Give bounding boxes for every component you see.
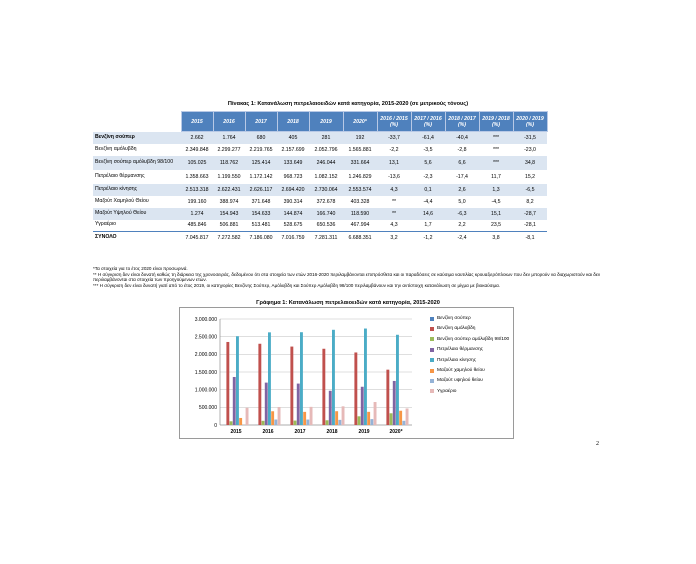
table-cell: -61,4 [411, 132, 445, 144]
table-row [93, 232, 547, 244]
legend-label: Πετρέλαιο θέρμανσης [437, 347, 483, 353]
table-cell: 1.274 [181, 208, 213, 220]
table-row [93, 220, 547, 232]
table-cell: 2.513.318 [181, 184, 213, 196]
legend-swatch [430, 337, 434, 341]
table-cell: 2.730.064 [309, 184, 343, 196]
legend-item [430, 316, 510, 321]
table-cell: 6,6 [445, 156, 479, 170]
x-tick-label: 2017 [294, 429, 306, 435]
table-cell: 2,2 [445, 220, 479, 232]
note-comparison-2: *** Η σύγκριση δεν είναι δυνατή γιατί από το έτος 2019, οι κατηγορίες Βενζίνης Σούπερ, Αμόλυβδη και Σούπερ Αμόλυβδη 98/100 περιλαμβάνουν και την αντίστοιχη κατανάλωση σε μίγμα με βιοκαύσιμα. [93, 282, 501, 288]
bar [303, 412, 306, 425]
legend-item [430, 337, 510, 342]
table-row [93, 144, 547, 156]
table-cell: 2.157.699 [277, 144, 309, 156]
note-comparison-1: ** Η σύγκριση δεν είναι δυνατή καθώς τη διάρκεια της χρονοσειράς, δεδομένου ότι στα στοιχεία των ετών 2016-2020 περιλαμβάνονται επιπρόσθετα και οι παραδόσεις σε καύσιμα ναυτιλίας κρουαζιερόπλοιων που δεν μπορούν να διαχωριστούν και δεν περιλαμβάνονται στα στοιχεία των προηγούμενων ετών. [93, 271, 601, 283]
legend-item [430, 326, 510, 331]
table-cell: 680 [245, 132, 277, 144]
chart-container [179, 307, 514, 439]
header-cell: 2020 / 2019 (%) [513, 112, 547, 132]
table-cell: 192 [343, 132, 377, 144]
y-tick-label: 1.000.000 [194, 387, 217, 394]
table-cell: 15,1 [479, 208, 513, 220]
bar [322, 349, 325, 425]
table-cell: 1,3 [479, 184, 513, 196]
legend-item [430, 358, 510, 363]
bar [399, 411, 402, 425]
bar [364, 329, 367, 425]
bar [329, 391, 332, 425]
header-cell: 2019 / 2018 (%) [479, 112, 513, 132]
table-cell: *** [479, 144, 513, 156]
y-tick-label: 500.000 [198, 405, 217, 412]
table-cell: 390.314 [277, 196, 309, 208]
table-cell: 2.622.431 [213, 184, 245, 196]
table-cell: 7.186.080 [245, 232, 277, 244]
table-cell: -6,5 [513, 184, 547, 196]
table-cell: 1.764 [213, 132, 245, 144]
y-tick-label: 3.000.000 [194, 316, 217, 323]
table-cell: 154.943 [213, 208, 245, 220]
table-cell: 154.633 [245, 208, 277, 220]
table-cell: 11,7 [479, 170, 513, 184]
bar [396, 335, 399, 425]
header-cell: 2017 [245, 112, 277, 132]
table-cell: -28,1 [513, 220, 547, 232]
table-header-row [93, 112, 547, 132]
x-tick-label: 2019 [358, 429, 370, 435]
bar [290, 347, 293, 425]
consumption-table [93, 111, 548, 244]
bar [239, 418, 242, 425]
table-cell: 199.160 [181, 196, 213, 208]
row-label: Πετρέλαιο κίνησης [93, 184, 181, 196]
bar [390, 413, 393, 425]
table-cell: 1.246.829 [343, 170, 377, 184]
bar [354, 352, 357, 425]
table-cell: -28,7 [513, 208, 547, 220]
legend-item [430, 389, 510, 394]
bar [258, 344, 261, 425]
bar [233, 377, 236, 425]
table-cell: 7.272.582 [213, 232, 245, 244]
legend-swatch [430, 327, 434, 331]
header-cell: 2016 [213, 112, 245, 132]
table-row [93, 156, 547, 170]
bar [374, 402, 377, 425]
table-cell: 166.740 [309, 208, 343, 220]
table-cell: -40,4 [445, 132, 479, 144]
table-cell: 1.358.663 [181, 170, 213, 184]
table-cell: 246.044 [309, 156, 343, 170]
legend-item [430, 378, 510, 383]
table-cell: -1,2 [411, 232, 445, 244]
row-label: Πετρέλαιο θέρμανσης [93, 170, 181, 184]
bar [335, 411, 338, 425]
table-cell: 331.664 [343, 156, 377, 170]
table-cell: 405 [277, 132, 309, 144]
table-cell: 372.678 [309, 196, 343, 208]
bar [294, 421, 297, 425]
chart-title: Γράφημα 1: Κατανάλωση πετρελαιοειδών κατά κατηγορία, 2015-2020 [256, 300, 440, 306]
bar [361, 387, 364, 425]
x-tick-label: 2016 [262, 429, 274, 435]
table-cell: 7.045.817 [181, 232, 213, 244]
table-cell: -4,4 [411, 196, 445, 208]
table-cell: 403.328 [343, 196, 377, 208]
table-cell: 5,6 [411, 156, 445, 170]
table-title: Πίνακας 1: Κατανάλωση πετρελαιοειδών κατά κατηγορία, 2015-2020 (σε μετρικούς τόνους) [227, 101, 469, 107]
table-row [93, 196, 547, 208]
table-cell: -2,8 [445, 144, 479, 156]
bar [358, 416, 361, 425]
table-cell: 7.281.311 [309, 232, 343, 244]
bar [393, 381, 396, 425]
table-cell: 5,0 [445, 196, 479, 208]
table-cell: -4,5 [479, 196, 513, 208]
table-cell: 513.481 [245, 220, 277, 232]
bar [306, 420, 309, 425]
legend-label: Μαζούτ υψηλού θείου [437, 378, 483, 384]
bar [262, 421, 265, 425]
legend-swatch [430, 358, 434, 362]
bar [271, 411, 274, 425]
bar [310, 407, 313, 425]
table-cell: -2,4 [445, 232, 479, 244]
bar [338, 420, 341, 425]
y-tick-label: 0 [214, 422, 217, 429]
row-label: Μαζούτ Υψηλού Θείου [93, 208, 181, 220]
table-cell: 388.974 [213, 196, 245, 208]
x-tick-label: 2020* [389, 429, 403, 435]
table-cell: ** [377, 208, 411, 220]
table-cell: 1.199.550 [213, 170, 245, 184]
table-notes [93, 266, 613, 288]
table-cell: 2.219.765 [245, 144, 277, 156]
table-cell: 528.675 [277, 220, 309, 232]
y-tick-label: 1.500.000 [194, 369, 217, 376]
header-cell: 2019 [309, 112, 343, 132]
header-cell: 2015 [181, 112, 213, 132]
table-cell: 1.172.142 [245, 170, 277, 184]
bar [226, 342, 229, 425]
y-tick-label: 2.000.000 [194, 352, 217, 359]
bar [297, 384, 300, 425]
table-cell: 2.553.574 [343, 184, 377, 196]
table-cell: -23,0 [513, 144, 547, 156]
table-cell: 3,2 [377, 232, 411, 244]
table-cell: 133.649 [277, 156, 309, 170]
table-cell: 2.694.420 [277, 184, 309, 196]
bar [342, 406, 345, 425]
x-tick-label: 2018 [326, 429, 338, 435]
table-cell: -33,7 [377, 132, 411, 144]
table-cell: *** [479, 156, 513, 170]
row-label: Βενζίνη σούπερ [93, 132, 181, 144]
legend-swatch [430, 389, 434, 393]
table-cell: 13,1 [377, 156, 411, 170]
bar [236, 336, 239, 425]
table-cell: 1.565.881 [343, 144, 377, 156]
table-cell: 3,8 [479, 232, 513, 244]
table-cell: 4,3 [377, 220, 411, 232]
table-cell: 0,1 [411, 184, 445, 196]
table-cell: -17,4 [445, 170, 479, 184]
page-number: 2 [596, 441, 599, 447]
bar [367, 412, 370, 425]
bar [326, 420, 329, 425]
header-cell: 2016 / 2015 (%) [377, 112, 411, 132]
note-provisional: *Τα στοιχεία για το έτος 2020 είναι προσωρινά. [93, 266, 188, 271]
table-cell: *** [479, 132, 513, 144]
table-cell: 8,2 [513, 196, 547, 208]
table-cell: 968.723 [277, 170, 309, 184]
legend-label: Υγραέριο [437, 388, 457, 394]
table-cell: 144.874 [277, 208, 309, 220]
bar [332, 330, 335, 425]
legend-item [430, 347, 510, 352]
table-cell: 118.762 [213, 156, 245, 170]
table-cell: 1,7 [411, 220, 445, 232]
table-cell: 4,3 [377, 184, 411, 196]
table-cell: 7.016.759 [277, 232, 309, 244]
table-cell: 2,6 [445, 184, 479, 196]
table-cell: 6.688.351 [343, 232, 377, 244]
table-cell: -8,1 [513, 232, 547, 244]
row-label: Μαζούτ Χαμηλού Θείου [93, 196, 181, 208]
table-row [93, 184, 547, 196]
table-row [93, 208, 547, 220]
table-cell: ** [377, 196, 411, 208]
table-cell: 371.648 [245, 196, 277, 208]
bar [268, 332, 271, 425]
table-cell: 650.536 [309, 220, 343, 232]
bar [370, 419, 373, 425]
table-row [93, 170, 547, 184]
table-cell: -2,3 [411, 170, 445, 184]
legend-swatch [430, 317, 434, 321]
table-cell: 34,8 [513, 156, 547, 170]
header-cell: 2018 [277, 112, 309, 132]
table-cell: 2.626.117 [245, 184, 277, 196]
header-empty-cell [93, 112, 181, 132]
legend-label: Βενζίνη σούπερ [437, 316, 471, 321]
bar [230, 421, 233, 425]
table-cell: -2,2 [377, 144, 411, 156]
table-cell: 15,2 [513, 170, 547, 184]
table-cell: 2.662 [181, 132, 213, 144]
row-label: Υγραέριο [93, 220, 181, 232]
bar [246, 408, 249, 425]
table-cell: 467.994 [343, 220, 377, 232]
table-cell: -31,5 [513, 132, 547, 144]
bar [278, 407, 281, 425]
legend-label: Μαζούτ χαμηλού θείου [437, 368, 485, 374]
legend-swatch [430, 348, 434, 352]
table-cell: 118.590 [343, 208, 377, 220]
table-cell: 2.299.277 [213, 144, 245, 156]
chart-legend [430, 316, 510, 399]
legend-item [430, 368, 510, 373]
header-cell: 2018 / 2017 (%) [445, 112, 479, 132]
table-cell: -6,3 [445, 208, 479, 220]
table-cell: 23,5 [479, 220, 513, 232]
row-label: Βενζίνη αμόλυβδη [93, 144, 181, 156]
table-cell: 1.082.152 [309, 170, 343, 184]
bar [274, 420, 277, 425]
table-cell: 2.349.848 [181, 144, 213, 156]
legend-label: Βενζίνη αμόλυβδη [437, 326, 476, 332]
bar [300, 332, 303, 425]
y-tick-label: 2.500.000 [194, 334, 217, 341]
bar [402, 421, 405, 425]
legend-label: Βενζίνη σούπερ αμόλυβδη 98/100 [437, 336, 510, 342]
table-cell: 506.881 [213, 220, 245, 232]
legend-label: Πετρέλαιο κίνησης [437, 357, 477, 363]
table-cell: 105.025 [181, 156, 213, 170]
table-cell: 2.052.796 [309, 144, 343, 156]
table-cell: 125.414 [245, 156, 277, 170]
table-cell: 485.846 [181, 220, 213, 232]
bar [386, 370, 389, 425]
row-label: ΣΥΝΟΛΟ [93, 232, 181, 244]
header-cell: 2017 / 2016 (%) [411, 112, 445, 132]
row-label: Βενζίνη σούπερ αμόλυβδη 98/100 [93, 156, 181, 170]
legend-swatch [430, 369, 434, 373]
bar [265, 383, 268, 425]
bar [406, 408, 409, 425]
x-tick-label: 2015 [230, 429, 242, 435]
table-row [93, 132, 547, 144]
table-cell: 14,6 [411, 208, 445, 220]
table-cell: -3,5 [411, 144, 445, 156]
header-cell: 2020* [343, 112, 377, 132]
table-cell: 281 [309, 132, 343, 144]
legend-swatch [430, 379, 434, 383]
table-cell: -13,6 [377, 170, 411, 184]
